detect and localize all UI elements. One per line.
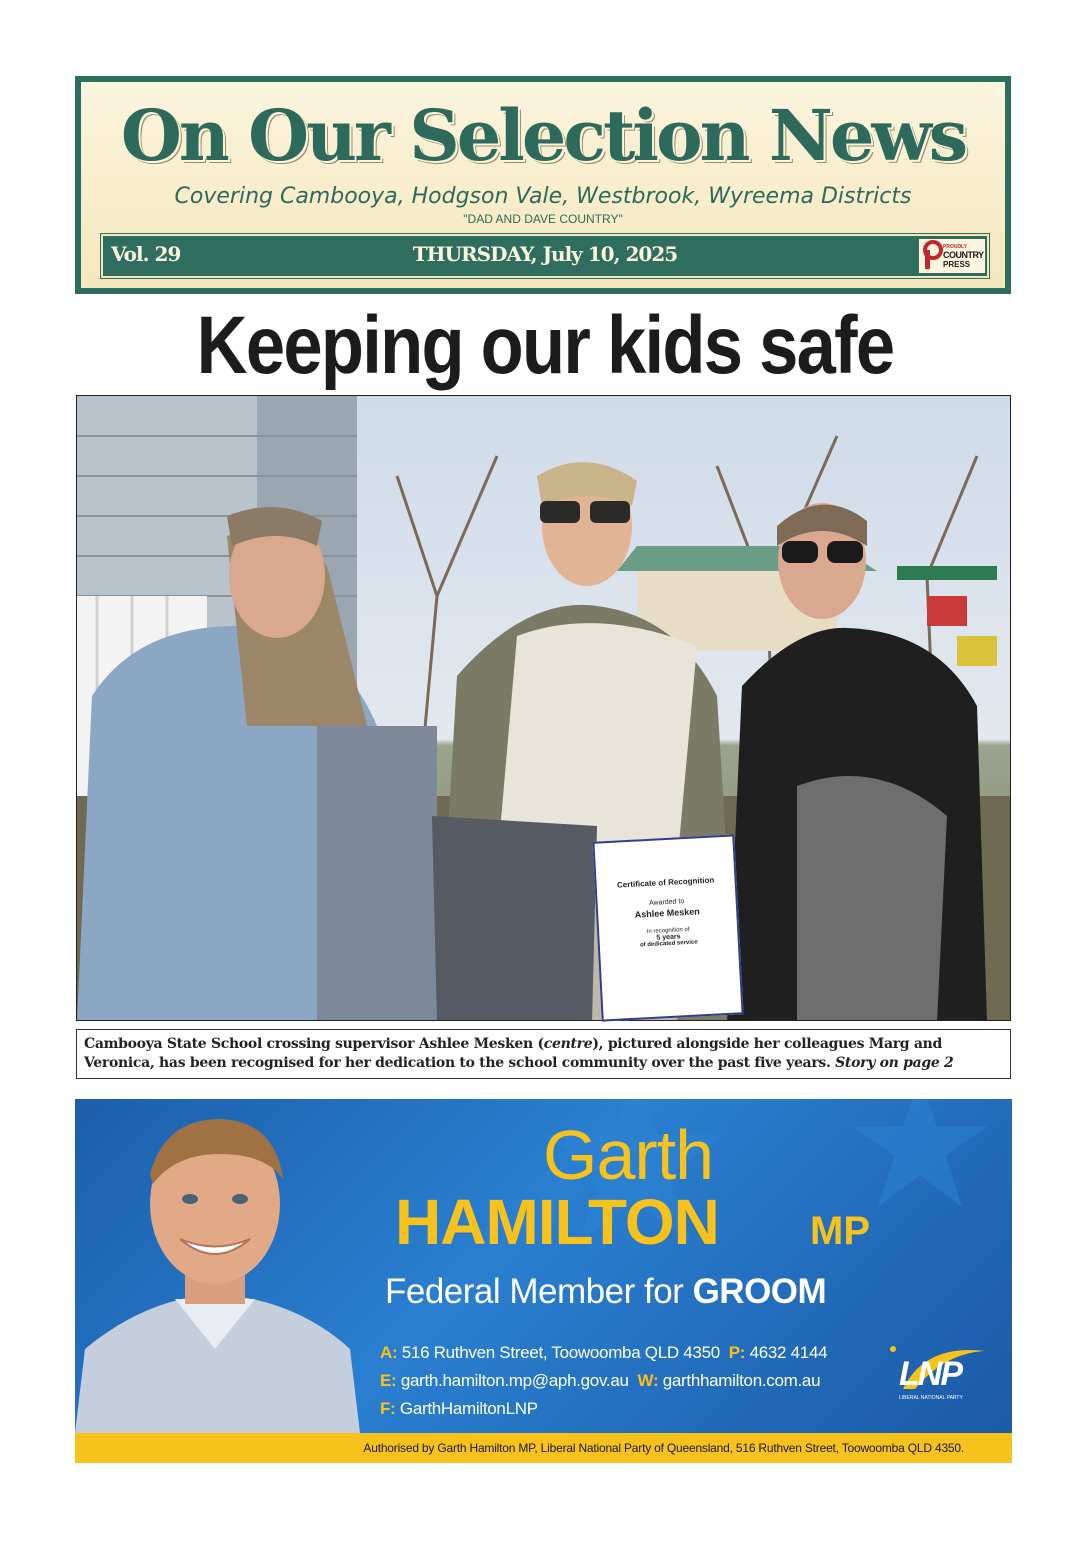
certificate-service: of dedicated service bbox=[639, 939, 698, 949]
star-decoration-icon bbox=[845, 1099, 995, 1219]
certificate-name: Ashlee Mesken bbox=[634, 906, 700, 920]
candidate-role bbox=[385, 1271, 826, 1313]
caption-italic-centre: centre bbox=[543, 1036, 593, 1052]
country-press-p-icon bbox=[922, 240, 944, 270]
role-seat: GROOM bbox=[692, 1272, 827, 1311]
contact-line-address bbox=[380, 1343, 827, 1363]
facebook-key: F: bbox=[380, 1399, 396, 1418]
lnp-party-name: LIBERAL NATIONAL PARTY bbox=[899, 1395, 963, 1401]
districts-tagline: Covering Cambooya, Hodgson Vale, Westbrook, Wyreema Districts bbox=[174, 184, 912, 209]
phone-value[interactable]: 4632 4144 bbox=[749, 1343, 828, 1362]
certificate-years: 5 years bbox=[656, 933, 681, 942]
lnp-logo bbox=[885, 1339, 995, 1409]
candidate-suffix: MP bbox=[810, 1209, 870, 1253]
caption-part1: Cambooya State School crossing supervisor Ashlee Mesken ( bbox=[84, 1036, 544, 1052]
certificate-recognition: In recognition of bbox=[646, 926, 690, 936]
press-logo-line3: PRESS bbox=[943, 260, 971, 269]
issue-date: THURSDAY, July 10, 2025 bbox=[412, 242, 678, 266]
certificate bbox=[592, 834, 743, 1021]
web-key: W: bbox=[637, 1371, 659, 1390]
advertisement bbox=[75, 1099, 1012, 1433]
masthead-panel bbox=[81, 82, 1005, 288]
certificate-title: Certificate of Recognition bbox=[616, 875, 715, 890]
email-value[interactable]: garth.hamilton.mp@aph.gov.au bbox=[400, 1371, 629, 1390]
caption-story-ref: Story on page 2 bbox=[835, 1055, 954, 1071]
paper-name: On Our Selection News bbox=[120, 94, 966, 177]
caption-part2: ), pictured alongside her colleagues Marg and Veronica, has been recognised for her dedication to the school community over the past five years. bbox=[84, 1036, 942, 1071]
role-prefix: Federal Member for bbox=[385, 1272, 693, 1311]
candidate-last-name: HAMILTON bbox=[395, 1186, 719, 1258]
web-value[interactable]: garthhamilton.com.au bbox=[662, 1371, 821, 1390]
country-press-logo bbox=[919, 239, 985, 273]
masthead bbox=[75, 76, 1011, 294]
candidate-first-name: Garth bbox=[543, 1116, 714, 1194]
photo-illustration bbox=[77, 396, 1011, 1021]
press-logo-line2: COUNTRY bbox=[943, 250, 984, 260]
phone-key: P: bbox=[728, 1343, 746, 1362]
contact-line-facebook bbox=[380, 1399, 538, 1419]
candidate-portrait bbox=[75, 1099, 375, 1433]
email-key: E: bbox=[380, 1371, 397, 1390]
contact-line-email bbox=[380, 1371, 820, 1391]
address-key: A: bbox=[380, 1343, 398, 1362]
press-logo-line1: PROUDLY bbox=[943, 244, 967, 250]
issue-bar bbox=[101, 234, 989, 278]
facebook-value[interactable]: GarthHamiltonLNP bbox=[399, 1399, 538, 1418]
photo-caption bbox=[76, 1029, 1011, 1079]
front-photo bbox=[76, 395, 1011, 1021]
certificate-awarded: Awarded to bbox=[648, 898, 685, 907]
volume-number: Vol. 29 bbox=[111, 242, 181, 266]
motto: "DAD AND DAVE COUNTRY" bbox=[463, 212, 623, 226]
headline: Keeping our kids safe bbox=[196, 300, 894, 391]
address-value: 516 Ruthven Street, Toowoomba QLD 4350 bbox=[401, 1343, 720, 1362]
lnp-logo-text: LNP bbox=[899, 1355, 961, 1393]
authorisation-strip: Authorised by Garth Hamilton MP, Liberal National Party of Queensland, 516 Ruthven Street, Toowoomba QLD 4350. bbox=[75, 1433, 1012, 1463]
